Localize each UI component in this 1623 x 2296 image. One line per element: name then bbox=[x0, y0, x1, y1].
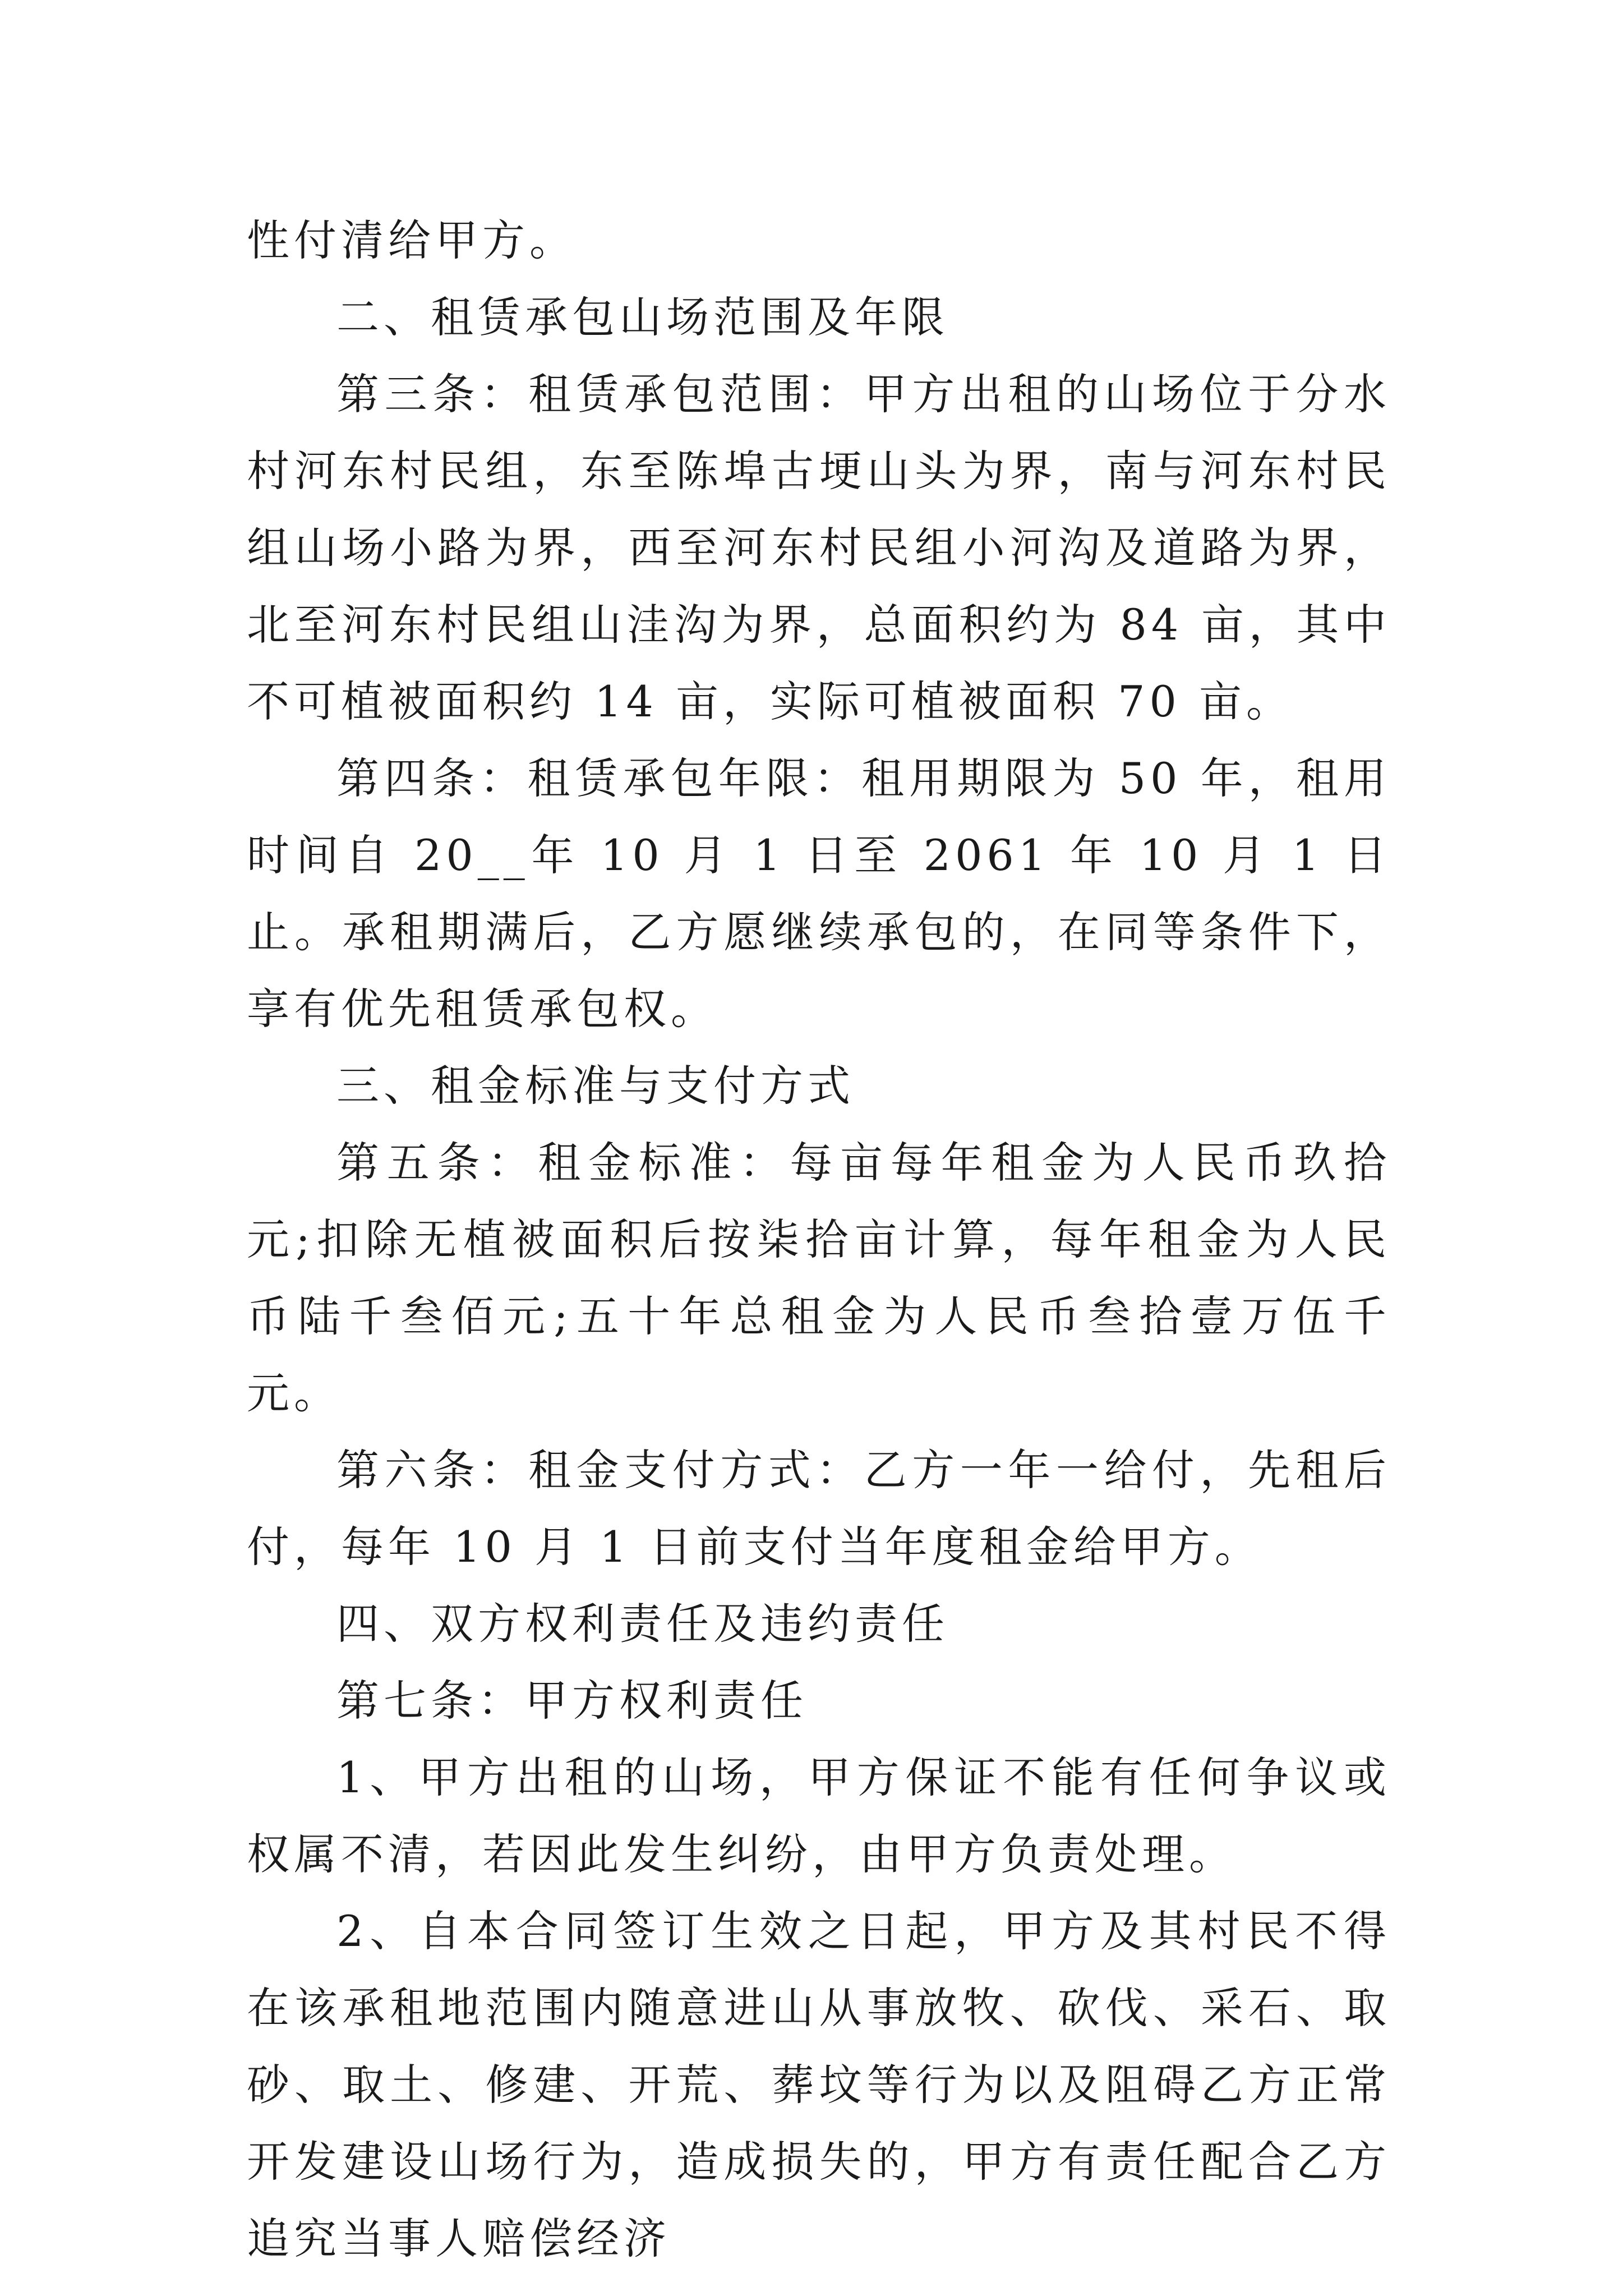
section-heading-scope-and-term: 二、租赁承包山场范围及年限 bbox=[336, 292, 949, 342]
paragraph-continuation: 性付清给甲方。 bbox=[247, 215, 577, 265]
article-7-clause-1: 1、甲方出租的山场，甲方保证不能有任何争议或权属不清，若因此发生纠纷，由甲方负责处理。 bbox=[247, 1752, 1391, 1879]
article-7-heading: 第七条：甲方权利责任 bbox=[336, 1676, 808, 1726]
section-heading-rights-and-liabilities: 四、双方权利责任及违约责任 bbox=[336, 1599, 949, 1649]
section-heading-rent-and-payment: 三、租金标准与支付方式 bbox=[336, 1061, 855, 1111]
article-4-term: 第四条：租赁承包年限：租用期限为 50 年，租用时间自 20__年 10 月 1 日至 2061 年 10 月 1 日止。承租期满后，乙方愿继续承包的，在同等条件下，享有优先租赁承包权。 bbox=[247, 753, 1391, 1034]
article-3-scope: 第三条：租赁承包范围：甲方出租的山场位于分水村河东村民组，东至陈埠古埂山头为界，南与河东村民组山场小路为界，西至河东村民组小河沟及道路为界，北至河东村民组山洼沟为界，总面积约为 84 亩，其中不可植被面积约 14 亩，实际可植被面积 70 亩。 bbox=[247, 369, 1391, 726]
article-6-payment-method: 第六条：租金支付方式：乙方一年一给付，先租后付，每年 10 月 1 日前支付当年度租金给甲方。 bbox=[247, 1445, 1391, 1572]
article-5-rent-standard: 第五条：租金标准：每亩每年租金为人民币玖拾元;扣除无植被面积后按柒拾亩计算，每年租金为人民币陆千叁佰元;五十年总租金为人民币叁拾壹万伍千元。 bbox=[247, 1138, 1391, 1418]
article-7-clause-2: 2、自本合同签订生效之日起，甲方及其村民不得在该承租地范围内随意进山从事放牧、砍伐、采石、取砂、取土、修建、开荒、葬坟等行为以及阻碍乙方正常开发建设山场行为，造成损失的，甲方有责任配合乙方追究当事人赔偿经济 bbox=[247, 1906, 1391, 2263]
document-body bbox=[247, 202, 1391, 2277]
